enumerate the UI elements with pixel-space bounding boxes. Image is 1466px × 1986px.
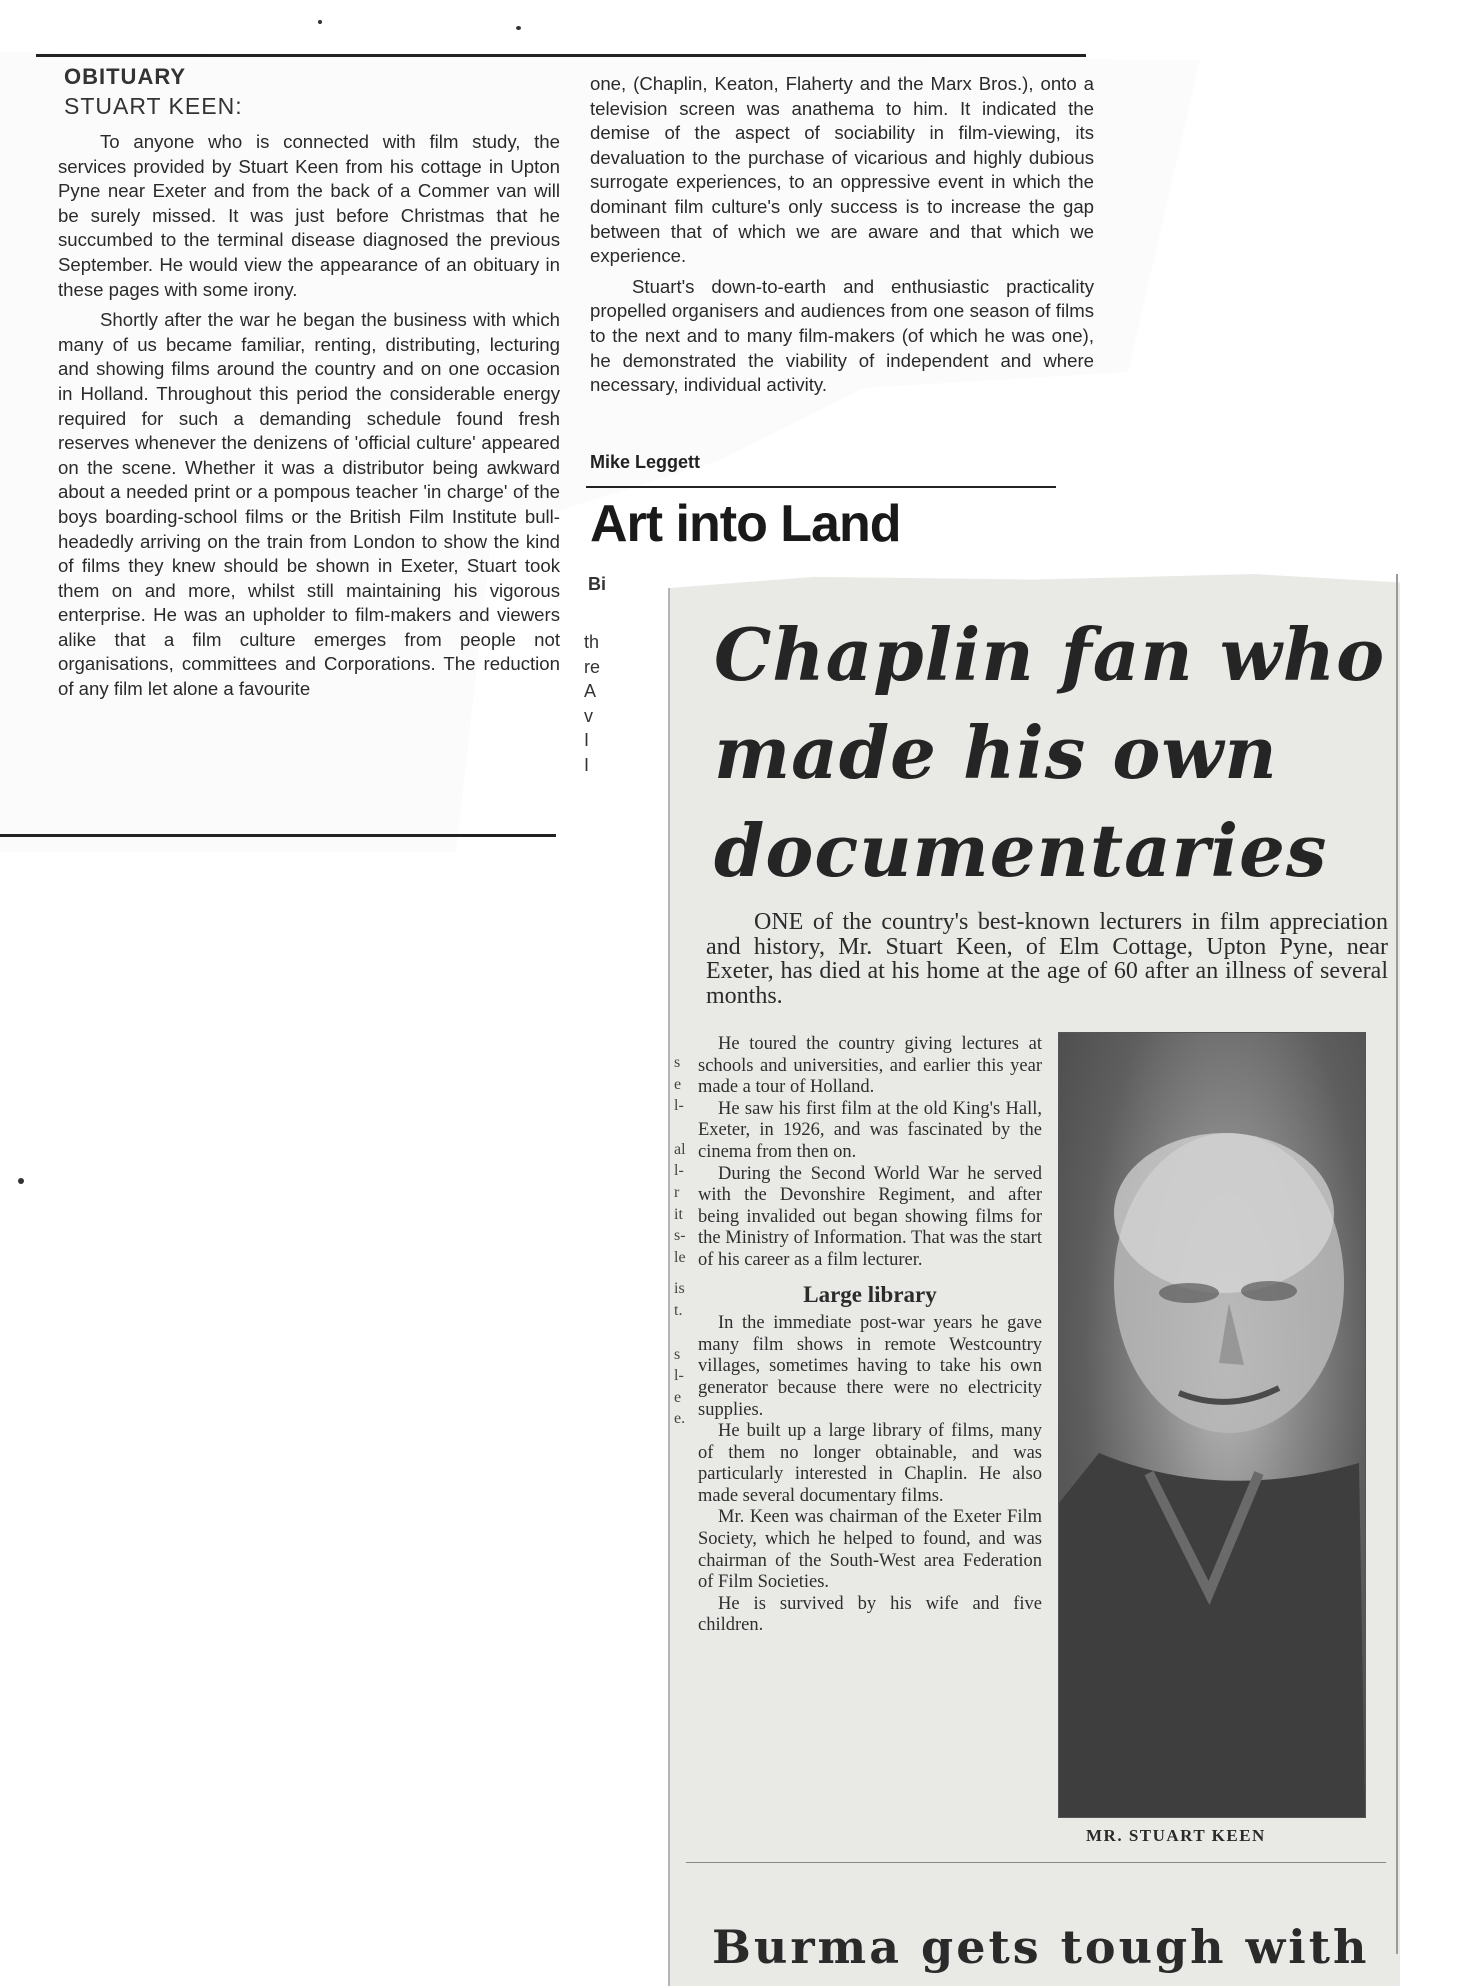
article-subhead: Large library xyxy=(803,1281,937,1307)
portrait-illustration xyxy=(1059,1033,1365,1817)
article-paragraph: In the immediate post-war years he gave many film shows in remote Westcountry villages, sometimes having to take his own generator because there were no electricity supplies. xyxy=(698,1313,1042,1420)
speck xyxy=(18,1178,24,1184)
obituary-label: OBITUARY xyxy=(64,64,187,89)
next-headline-frame xyxy=(712,1898,1376,1986)
byline-rule xyxy=(586,486,1056,488)
top-rule xyxy=(36,54,1086,57)
bottom-rule xyxy=(0,834,556,837)
obituary-paragraph: To anyone who is connected with film study, the services provided by Stuart Keen from his cottage in Upton Pyne near Exeter and from the back of a Commer van will be surely missed. It was just before Christmas that he succumbed to the terminal disease diagnosed the previous September. He would view the appearance of an obituary in these pages with some irony. xyxy=(58,131,560,300)
article-paragraph: He saw his first film at the old King's Hall, Exeter, in 1926, and was fascinated by the cinema from then on. xyxy=(698,1098,1042,1162)
speck xyxy=(318,20,322,24)
byline: Mike Leggett xyxy=(590,452,701,472)
obituary-column-1 xyxy=(58,130,560,708)
next-article-fragments: th re A v I I xyxy=(584,632,601,775)
photo-caption: MR. STUART KEEN xyxy=(1086,1826,1266,1845)
article-paragraph: He is survived by his wife and five children. xyxy=(698,1593,1042,1636)
article-lede: ONE of the country's best-known lecturers in film appreciation and history, Mr. Stuart Keen, of Elm Cottage, Upton Pyne, near Exeter, has died at his home at the age of 60 after an illness of several months. xyxy=(706,909,1388,1009)
column-rule xyxy=(1396,574,1398,1954)
obituary-paragraph: Shortly after the war he began the business with which many of us became familiar, renting, distributing, lecturing and showing films around the country and on one occasion in Holland. Throughout this period the considerable energy required for such a demanding schedule found fresh reserves whenever the denizens of 'official culture' appeared on the scene. Whether it was a distributor being awkward about a needed print or a pompous teacher 'in charge' of the boys boarding-school films or the British Film Institute bull-headedly arriving on the train from London to show the kind of films they knew should be shown in Exeter, Stuart took them on and more, whilst still maintaining his vigorous enterprise. He was an upholder to film-makers and viewers alike that a film culture emerges from people not organisations, committees and Corporations. The reduction of any film let alone a favourite xyxy=(58,309,560,700)
article-paragraph: He built up a large library of films, many of them no longer obtainable, and was particularly interested in Chaplin. He also made several documentary films. xyxy=(698,1421,1042,1506)
next-article-byline: Bi xyxy=(588,574,606,594)
obituary-column-2 xyxy=(590,72,1094,404)
bottom-rule-news xyxy=(686,1862,1386,1863)
article-paragraph: He toured the country giving lectures at schools and universities, and earlier this year made a tour of Holland. xyxy=(698,1034,1042,1098)
next-news-headline: Burma gets tough with xyxy=(712,1920,1370,1974)
article-paragraph: During the Second World War he served with the Devonshire Regiment, and after being invalided out began showing films for the Ministry of Information. That was the start of his career as a film lecturer. xyxy=(698,1163,1042,1270)
article-paragraph: Mr. Keen was chairman of the Exeter Film Society, which he helped to found, and was chairman of the South-West area Federation of Film Societies. xyxy=(698,1507,1042,1593)
obituary-paragraph: Stuart's down-to-earth and enthusiastic practicality propelled organisers and audiences from one season of films to the next and to many film-makers (of which he was one), he demonstrated the viability of independent and where necessary, individual activity. xyxy=(590,275,1094,396)
article-body xyxy=(698,1034,1042,1637)
article-headline: Chaplin fan who made his own documentaries xyxy=(714,612,1386,893)
next-article-header xyxy=(590,494,901,558)
next-article-title: Art into Land xyxy=(590,495,901,553)
obituary-name: STUART KEEN: xyxy=(64,93,243,119)
portrait-photo xyxy=(1058,1032,1366,1818)
speck xyxy=(516,26,521,30)
left-margin-fragments: s e l- al l- r it s- le is t. s l- e e. xyxy=(674,1054,686,1428)
obituary-paragraph: one, (Chaplin, Keaton, Flaherty and the Marx Bros.), onto a television screen was anathema to him. It indicated the demise of the aspect of sociability in film-viewing, its devaluation to the purchase of vicarious and highly dubious surrogate experiences, to an oppressive event in which the dominant film culture's only success is to increase the gap between that of which we are aware and that which we experience. xyxy=(590,73,1094,267)
